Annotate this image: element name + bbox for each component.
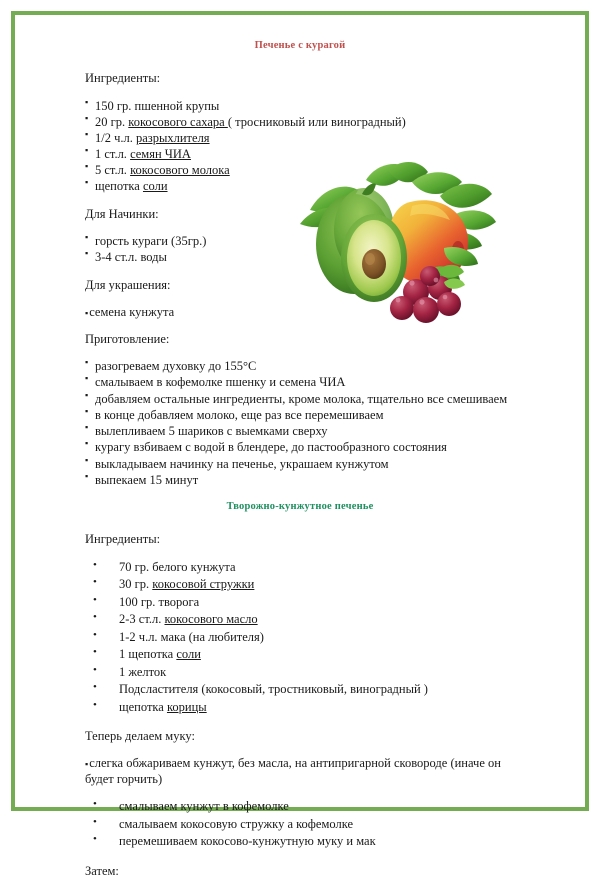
list-item: • смалываем кокосовую стружку а кофемолке <box>85 816 515 834</box>
recipe1-preparation-label: Приготовление: <box>85 331 170 346</box>
list-item: • 100 гр. творога <box>85 594 515 612</box>
list-item: ▪ 1/2 ч.л. разрыхлителя <box>85 130 515 146</box>
list-item: ▪ разогреваем духовку до 155°C <box>85 358 515 374</box>
list-item: ▪ 3-4 ст.л. воды <box>85 249 515 265</box>
recipe1-ingredients-label: Ингредиенты: <box>85 71 161 85</box>
recipe2-title: Творожно-кунжутное печенье <box>226 501 374 513</box>
document-content <box>85 40 515 890</box>
recipe2-then-label: Затем: <box>85 863 119 878</box>
recipe2-ingredients-label: Ингредиенты: <box>85 532 161 547</box>
list-item: ▪ вылепливаем 5 шариков с выемками сверху <box>85 423 515 439</box>
list-item: ▪ курагу взбиваем с водой в блендере, до пастообразного состояния <box>85 439 515 455</box>
list-item: • Подсластителя (кокосовый, тростниковый, виноградный ) <box>85 681 515 699</box>
list-item: ▪ добавляем остальные ингредиенты, кроме молока, тщательно все смешиваем <box>85 391 515 407</box>
list-item: ▪ выкладываем начинку на печенье, украшаем кунжутом <box>85 456 515 472</box>
recipe1-filling-label: Для Начинки: <box>85 206 159 221</box>
list-item: ▪ 150 гр. пшенной крупы <box>85 98 515 114</box>
list-item: • перемешиваем кокосово-кунжутную муку и мак <box>85 833 515 851</box>
list-item: • 30 гр. кокосовой стружки <box>85 576 515 594</box>
list-item: • 1-2 ч.л. мака (на любителя) <box>85 629 515 647</box>
recipe1-title: Печенье с курагой <box>254 40 346 51</box>
list-item: ▪ выпекаем 15 минут <box>85 472 515 488</box>
list-item: • смалываем кунжут в кофемолке <box>85 798 515 816</box>
recipe1-filling-list <box>85 233 515 265</box>
list-item: • щепотка корицы <box>85 699 515 717</box>
list-item: • 2-3 ст.л. кокосового масло <box>85 611 515 629</box>
list-item: • 1 щепотка соли <box>85 646 515 664</box>
list-item: ▪ в конце добавляем молоко, еще раз все перемешиваем <box>85 407 515 423</box>
list-item: ▪ 20 гр. кокосового сахара ( тросниковый или виноградный) <box>85 114 515 130</box>
recipe2-flour-steps-list <box>85 798 515 851</box>
recipe2-flour-label: Теперь делаем муку: <box>85 729 195 744</box>
recipe1-decoration-item: ▪ семена кунжута <box>85 305 515 321</box>
list-item: ▪ смалываем в кофемолке пшенку и семена ЧИА <box>85 374 515 390</box>
list-item: • 70 гр. белого кунжута <box>85 559 515 577</box>
recipe2-ingredients-list <box>85 559 515 717</box>
list-item: • 1 желток <box>85 664 515 682</box>
list-item: ▪ 1 ст.л. семян ЧИА <box>85 146 515 162</box>
list-item: ▪ 5 ст.л. кокосового молока <box>85 162 515 178</box>
list-item: ▪ щепотка соли <box>85 178 515 194</box>
list-item: ▪ горсть кураги (35гр.) <box>85 233 515 249</box>
recipe1-decoration-label: Для украшения: <box>85 278 171 293</box>
recipe1-ingredients-list <box>85 98 515 194</box>
recipe1-preparation-list <box>85 358 515 488</box>
recipe2-flour-intro: ▪ слегка обжариваем кунжут, без масла, на антипригарной сковороде (иначе он будет горчить) <box>85 756 515 787</box>
